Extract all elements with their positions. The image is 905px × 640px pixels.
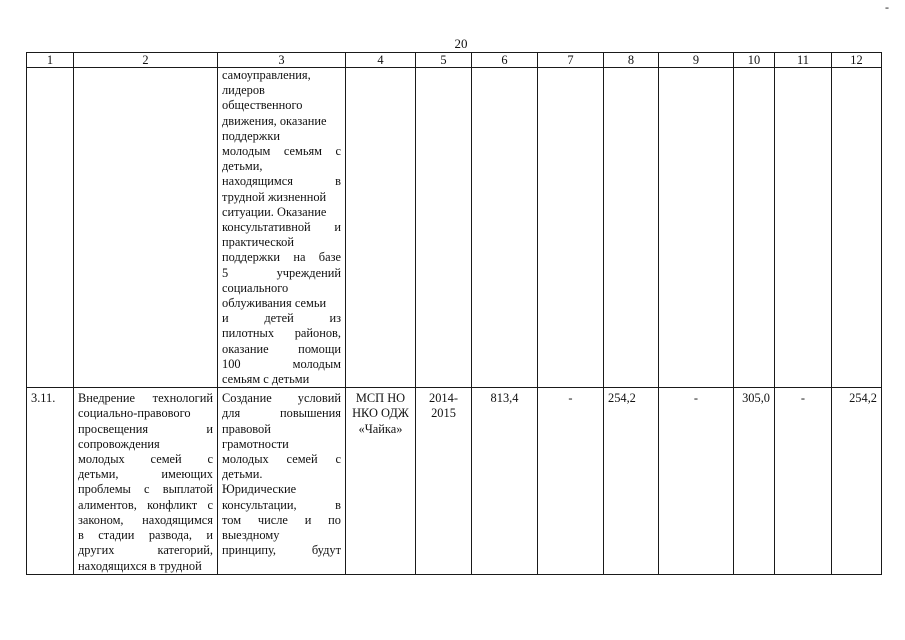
text-line: находящимся в (222, 174, 341, 189)
text-line: для повышения (222, 406, 341, 421)
text-line: лидеров (222, 83, 265, 98)
corner-mark: - (885, 0, 889, 14)
cell-expected-results (218, 388, 346, 574)
cell-item-number: 3.11. (27, 388, 74, 574)
text-line: проблемы с выплатой (78, 482, 213, 497)
text-line: молодых семей с (222, 452, 341, 467)
cell-empty (659, 68, 734, 388)
cell-measure-name (74, 388, 218, 574)
text-line: просвещения и (78, 421, 213, 436)
column-number: 2 (74, 53, 218, 68)
cell-value-col9: - (659, 388, 734, 574)
cell-total-amount: 813,4 (472, 388, 538, 574)
text-line: оказание помощи (222, 341, 341, 356)
text-line: молодым семьям с (222, 144, 341, 159)
page-number: 20 (454, 36, 468, 51)
text-line: общественного (222, 98, 303, 113)
text-line: том числе и по (222, 512, 341, 527)
text-line: трудной жизненной (222, 189, 327, 204)
cell-value-col11: - (775, 388, 832, 574)
cell-empty (538, 68, 604, 388)
text-line: сопровождения (78, 436, 160, 451)
text-line: движения, оказание (222, 113, 327, 128)
text-line: в стадии развода, и (78, 528, 213, 543)
column-number: 4 (346, 53, 416, 68)
text-line: социально-правового (78, 406, 191, 421)
text-line: практической (222, 235, 294, 250)
column-number: 7 (538, 53, 604, 68)
column-number: 1 (27, 53, 74, 68)
text-line: 2015 (431, 406, 456, 421)
cell-value-col12: 254,2 (832, 388, 882, 574)
cell-value-col8: 254,2 (604, 388, 659, 574)
text-line: НКО ОДЖ (352, 406, 409, 421)
text-line: выездному (222, 528, 280, 543)
text-line: консультативной и (222, 220, 341, 235)
cell-empty (346, 68, 416, 388)
cell-period (416, 388, 472, 574)
text-line: Юридические (222, 482, 297, 497)
cell-empty (604, 68, 659, 388)
text-line: 100 молодым (222, 356, 341, 371)
column-number: 3 (218, 53, 346, 68)
cell-empty (472, 68, 538, 388)
text-line: других категорий, (78, 543, 213, 558)
cell-empty (74, 68, 218, 388)
cell-empty (832, 68, 882, 388)
text-line: «Чайка» (358, 421, 403, 436)
cell-empty (775, 68, 832, 388)
column-number: 5 (416, 53, 472, 68)
cell-empty (27, 68, 74, 388)
text-line: детьми, имеющих (78, 467, 213, 482)
table-row-continued (27, 68, 882, 388)
text-line: молодых семей с (78, 452, 213, 467)
text-line: поддержки (222, 128, 280, 143)
text-line: социального (222, 280, 289, 295)
text-line: семьям с детьми (222, 372, 310, 387)
text-line: грамотности (222, 436, 289, 451)
text-line: облуживания семьи (222, 296, 327, 311)
column-number: 12 (832, 53, 882, 68)
text-line: алиментов, конфликт с (78, 497, 213, 512)
text-line: Внедрение технологий (78, 391, 213, 406)
text-line: 2014- (429, 391, 458, 406)
cell-executor (346, 388, 416, 574)
text-line: детьми, (222, 159, 263, 174)
table-row-3-11 (27, 388, 882, 574)
column-number: 11 (775, 53, 832, 68)
text-line: принципу, будут (222, 543, 341, 558)
text-line: и детей из (222, 311, 341, 326)
program-table (26, 52, 882, 575)
cell-empty (416, 68, 472, 388)
text-line: МСП НО (355, 391, 406, 406)
text-line: самоуправления, (222, 68, 311, 82)
cell-value-col7: - (538, 388, 604, 574)
text-line: поддержки на базе (222, 250, 341, 265)
text-line: правовой (222, 421, 271, 436)
column-number-row (27, 53, 882, 68)
cell-value-col10: 305,0 (734, 388, 775, 574)
text-line: пилотных районов, (222, 326, 341, 341)
cell-expected-results (218, 68, 346, 388)
cell-empty (734, 68, 775, 388)
column-number: 9 (659, 53, 734, 68)
column-number: 8 (604, 53, 659, 68)
column-number: 6 (472, 53, 538, 68)
text-line: законом, находящимся (78, 512, 213, 527)
text-line: детьми. (222, 467, 263, 482)
column-number: 10 (734, 53, 775, 68)
text-line: Создание условий (222, 391, 341, 406)
text-line: 5 учреждений (222, 265, 341, 280)
text-line: ситуации. Оказание (222, 204, 327, 219)
text-line: находящихся в трудной (78, 558, 202, 573)
text-line: консультации, в (222, 497, 341, 512)
